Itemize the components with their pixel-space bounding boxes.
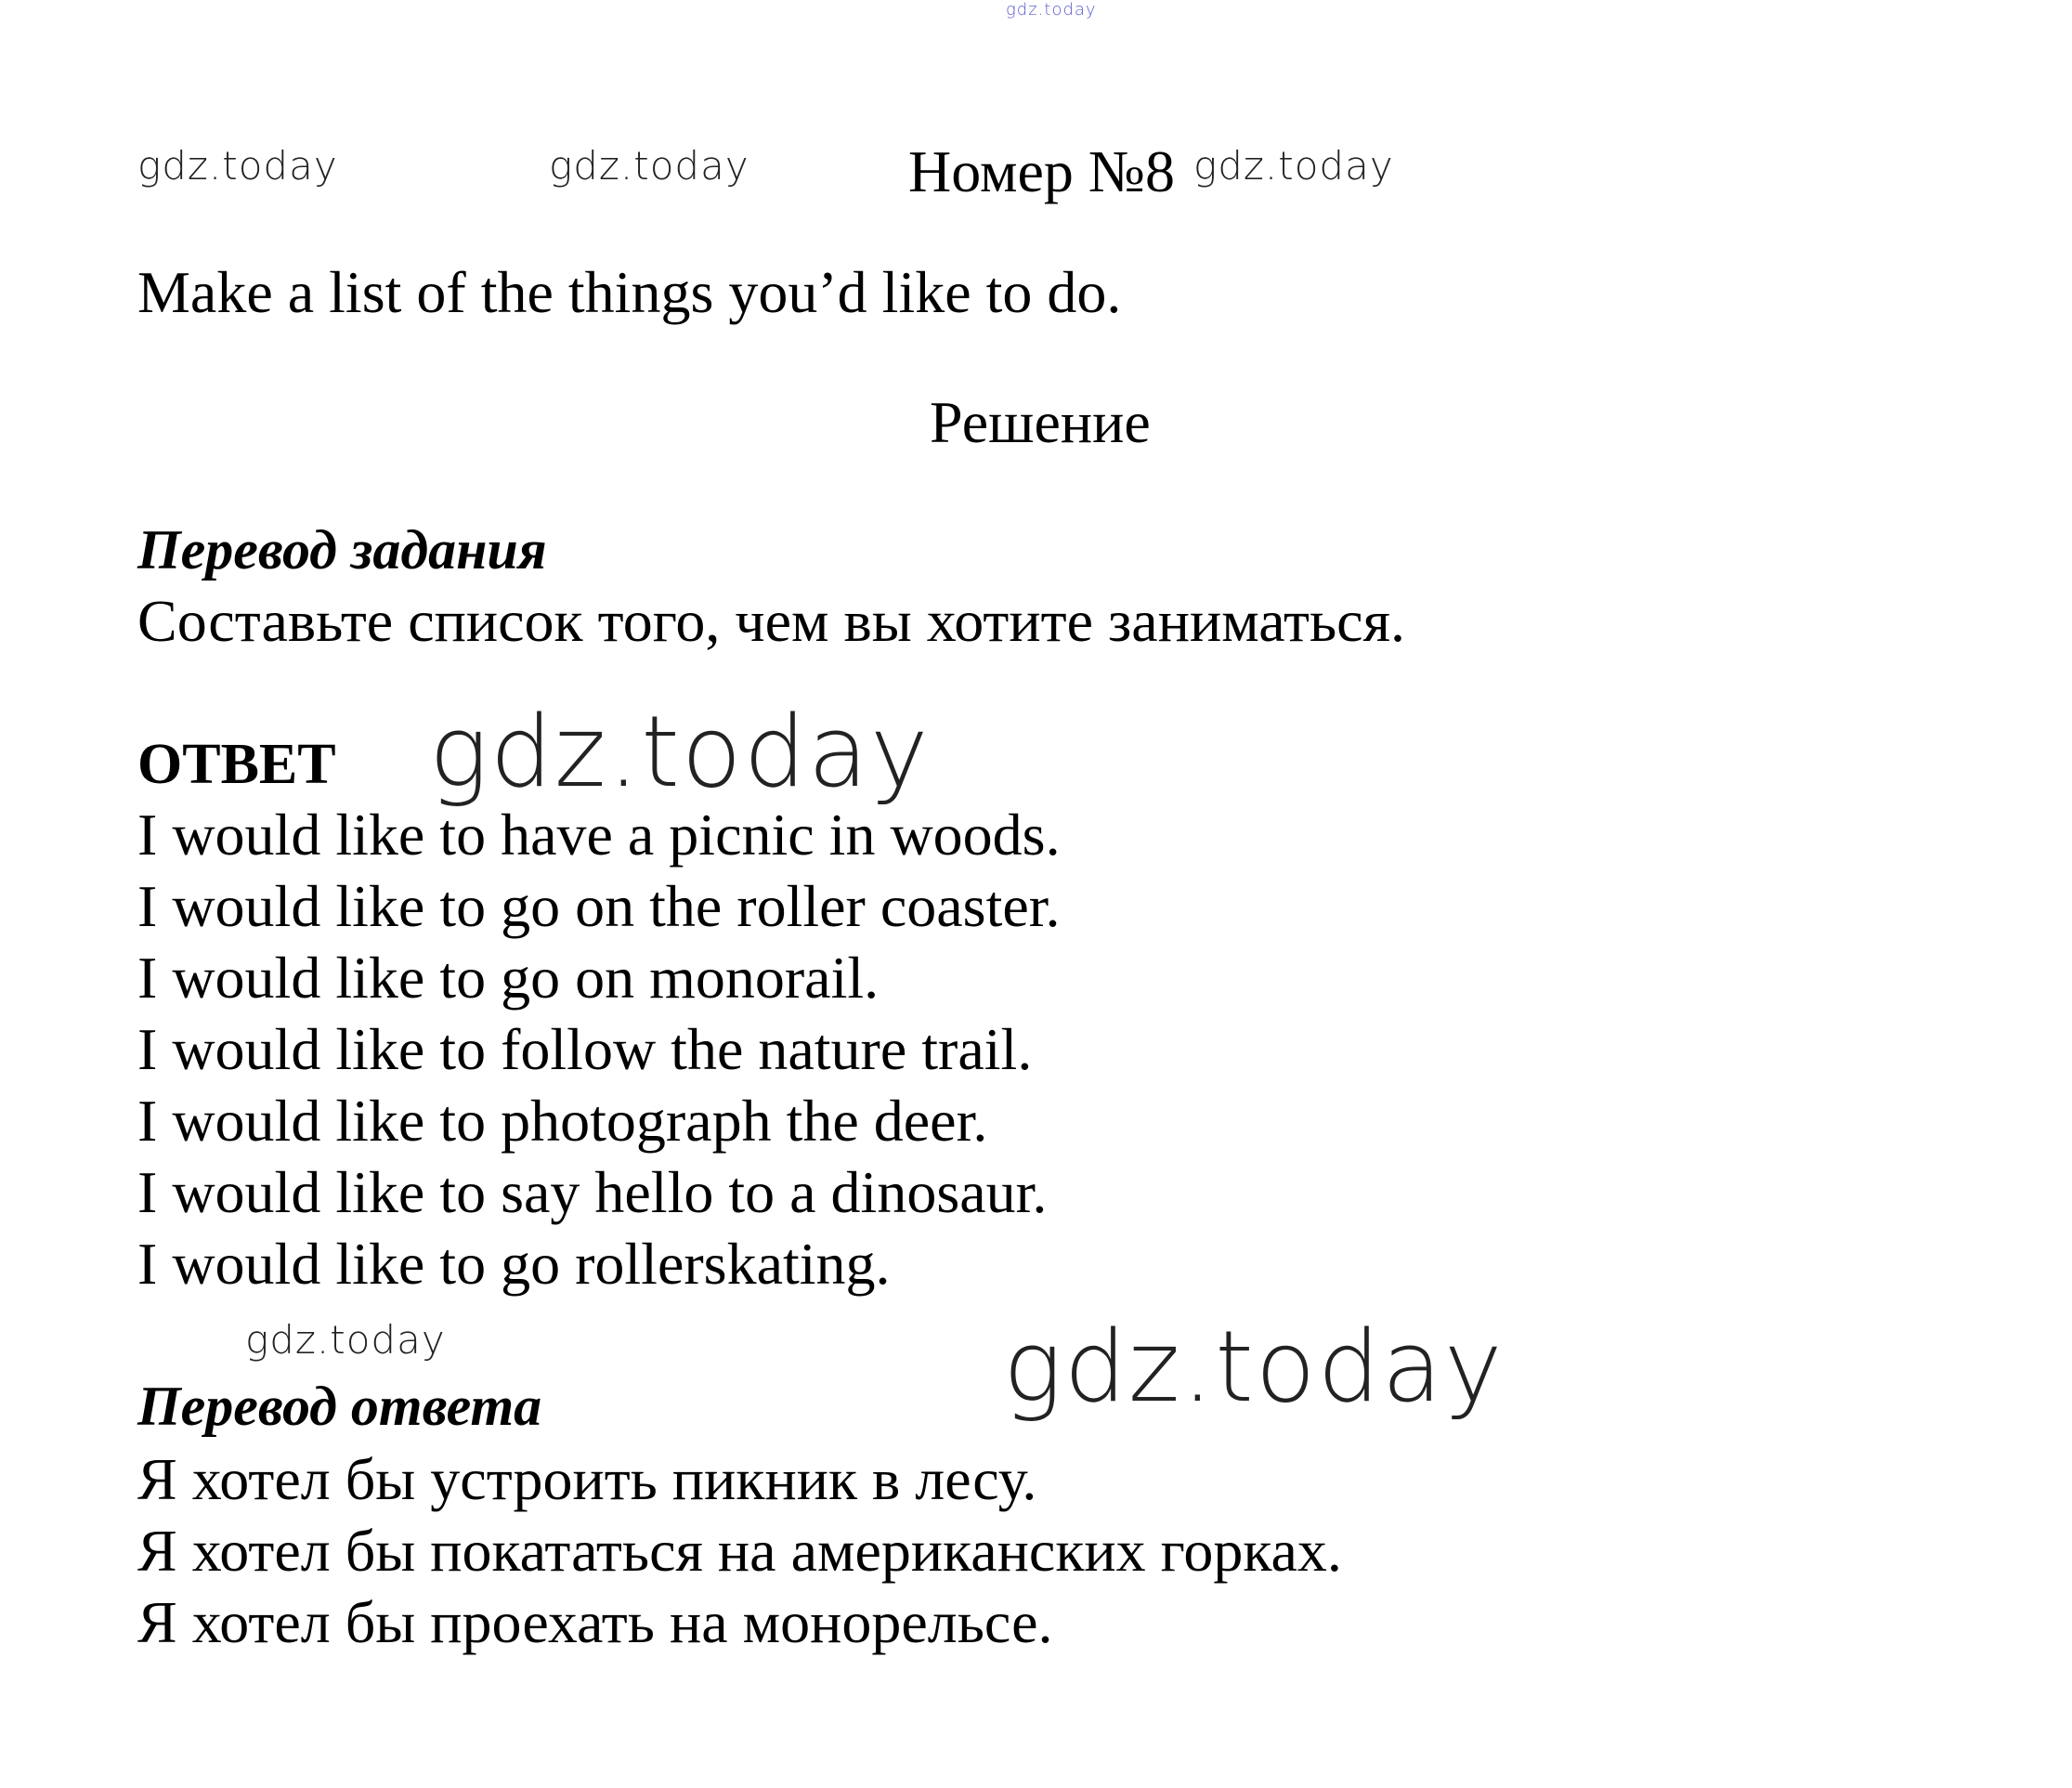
answer-line: I would like to follow the nature trail.	[137, 1016, 1033, 1082]
page-title: Номер №8	[908, 138, 1175, 204]
answer-translation-line: Я хотел бы покататься на американских горках.	[137, 1518, 1342, 1584]
answer-translation-line: Я хотел бы проехать на монорельсе.	[137, 1589, 1053, 1655]
task-translation-heading: Перевод задания	[137, 519, 547, 581]
watermark-top: gdz.today	[1006, 0, 1097, 20]
task-translation-text: Составьте список того, чем вы хотите заниматься.	[137, 588, 1405, 654]
answer-translation-line: Я хотел бы устроить пикник в лесу.	[137, 1446, 1037, 1512]
task-text: Make a list of the things you’d like to do.	[137, 259, 1122, 325]
answer-translation-heading: Перевод ответа	[137, 1376, 542, 1437]
answer-line: I would like to go rollerskating.	[137, 1231, 891, 1297]
answer-heading: ОТВЕТ	[137, 733, 336, 796]
watermark-header-left: gdz.today	[137, 143, 338, 189]
watermark-answer: gdz.today	[429, 695, 931, 809]
solution-label: Решение	[930, 389, 1151, 455]
answer-line: I would like to photograph the deer.	[137, 1088, 988, 1154]
watermark-lower-left: gdz.today	[245, 1317, 446, 1363]
watermark-header-middle: gdz.today	[549, 143, 749, 189]
answer-line: I would like to have a picnic in woods.	[137, 802, 1061, 868]
answer-line: I would like to go on the roller coaster.	[137, 873, 1061, 939]
watermark-lower-right: gdz.today	[1003, 1310, 1505, 1424]
answer-line: I would like to go on monorail.	[137, 945, 880, 1011]
answer-line: I would like to say hello to a dinosaur.	[137, 1159, 1048, 1225]
watermark-header-right: gdz.today	[1193, 143, 1394, 189]
